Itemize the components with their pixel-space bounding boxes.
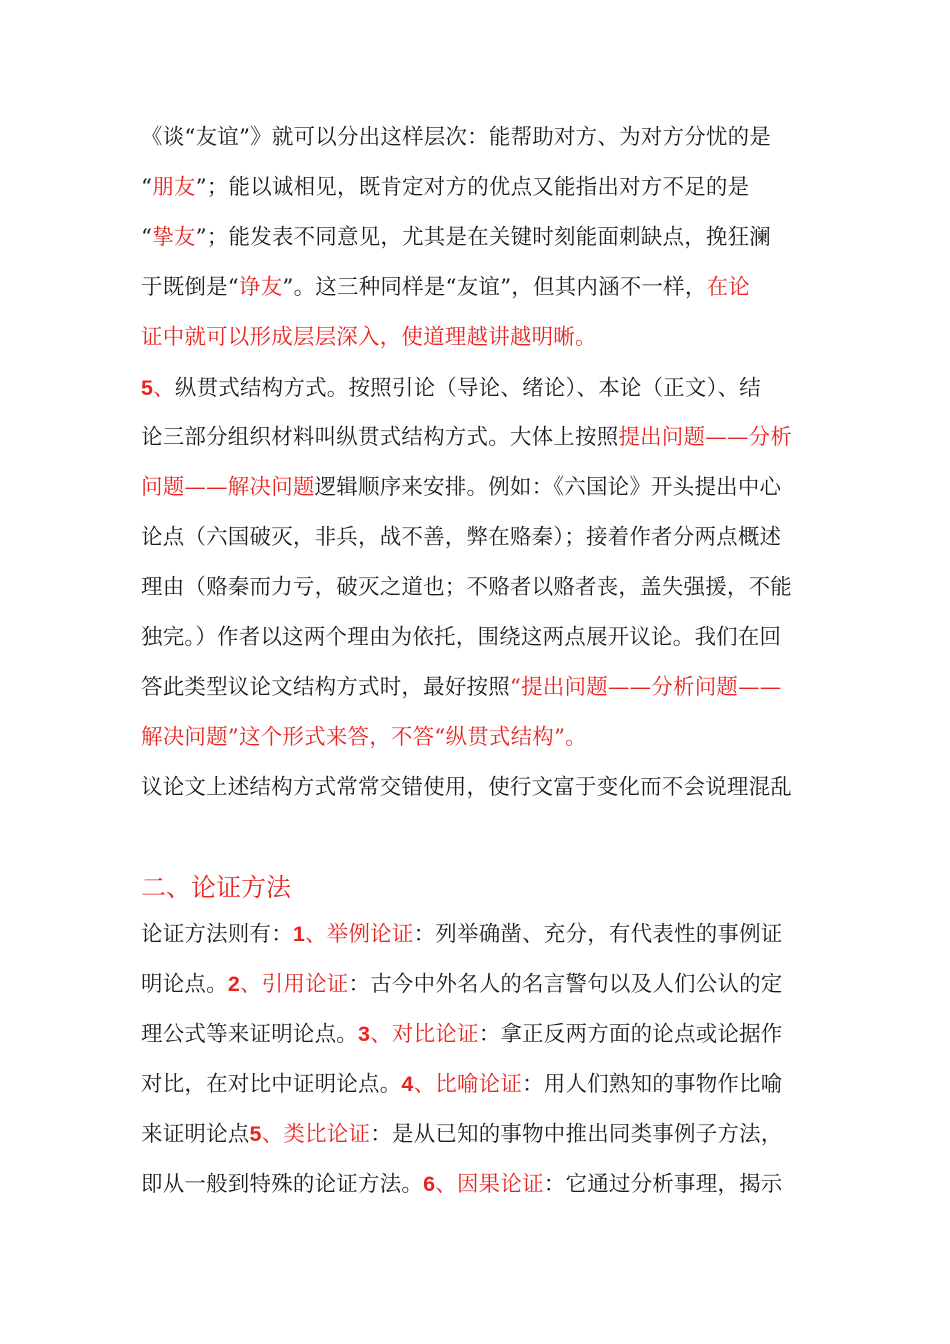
method-name: 、比喻论证 bbox=[413, 1072, 523, 1097]
highlight-term: 朋友 bbox=[152, 175, 196, 200]
highlight-text: 在论 bbox=[706, 275, 750, 300]
highlight-term: 挚友 bbox=[152, 225, 196, 250]
text-line bbox=[141, 468, 831, 508]
line-text: 来证明论点 bbox=[141, 1122, 250, 1147]
item-number: 5 bbox=[249, 1122, 262, 1146]
text-line bbox=[141, 168, 831, 208]
line-text: 独完。）作者以这两个理由为依托，围绕这两点展开议论。我们在回 bbox=[141, 625, 782, 650]
line-text: 逻辑顺序来安排。例如：《六国论》开头提出中心 bbox=[314, 475, 782, 500]
line-text: “ bbox=[141, 225, 153, 250]
text-line bbox=[141, 668, 831, 708]
line-text: 于既倒是“ bbox=[141, 275, 239, 300]
item-number: 2 bbox=[227, 972, 240, 996]
highlight-text: 问题——解决问题 bbox=[141, 475, 315, 500]
line-text: 论证方法则有： bbox=[141, 922, 293, 947]
line-text: 论三部分组织材料叫纵贯式结构方式。大体上按照 bbox=[141, 425, 619, 450]
text-line bbox=[141, 964, 831, 1004]
highlight-text: 提出问题——分析 bbox=[618, 425, 793, 450]
text-line bbox=[141, 1014, 831, 1054]
line-text: ：是从已知的事物中推出同类事例子方法， bbox=[370, 1122, 783, 1147]
line-text: 《谈“友谊”》就可以分出这样层次：能帮助对方、为对方分忧的是 bbox=[141, 125, 771, 150]
line-text: 理公式等来证明论点。 bbox=[141, 1022, 359, 1047]
text-line bbox=[141, 718, 831, 758]
item-separator: 、 bbox=[153, 376, 175, 401]
line-text: ：古今中外名人的名言警句以及人们公认的定 bbox=[348, 972, 783, 997]
text-line bbox=[141, 418, 831, 458]
item-number: 5 bbox=[141, 376, 154, 400]
text-line bbox=[141, 118, 831, 158]
item-number: 1 bbox=[292, 922, 306, 946]
text-line bbox=[141, 618, 831, 658]
item-number: 6 bbox=[423, 1172, 436, 1196]
text-line bbox=[141, 318, 831, 358]
line-text: ：它通过分析事理，揭示 bbox=[543, 1172, 783, 1197]
line-text: 议论文上述结构方式常常交错使用，使行文富于变化而不会说理混乱 bbox=[141, 775, 793, 800]
text-line bbox=[141, 368, 831, 408]
highlight-term: 诤友 bbox=[239, 275, 283, 300]
line-text: ：列举确凿、充分，有代表性的事例证 bbox=[413, 922, 783, 947]
line-text: 即从一般到特殊的论证方法。 bbox=[141, 1172, 424, 1197]
line-text: 纵贯式结构方式。按照引论（导论、绪论）、本论（正文）、结 bbox=[174, 376, 761, 401]
text-line bbox=[141, 518, 831, 558]
method-name: 、类比论证 bbox=[261, 1122, 371, 1147]
text-line bbox=[141, 914, 831, 954]
line-text: ”；能发表不同意见，尤其是在关键时刻能面刺缺点，挽狂澜 bbox=[195, 225, 772, 250]
method-name: 、引用论证 bbox=[239, 972, 349, 997]
line-text: 答此类型议论文结构方式时，最好按照 bbox=[141, 675, 510, 700]
method-name: 、举例论证 bbox=[305, 922, 414, 947]
line-text: 理由（赂秦而力亏，破灭之道也；不赂者以赂者丧，盖失强援，不能 bbox=[141, 575, 793, 600]
text-line bbox=[141, 768, 831, 808]
line-text: 明论点。 bbox=[141, 972, 228, 997]
highlight-text: 证中就可以形成层层深入，使道理越讲越明晰。 bbox=[141, 325, 597, 350]
text-line bbox=[141, 1064, 831, 1104]
line-text: ”；能以诚相见，既肯定对方的优点又能指出对方不足的是 bbox=[195, 175, 750, 200]
method-name: 、因果论证 bbox=[435, 1172, 544, 1197]
text-line bbox=[141, 218, 831, 258]
line-text: ：用人们熟知的事物作比喻 bbox=[522, 1072, 783, 1097]
text-line bbox=[141, 1114, 831, 1154]
method-name: 、对比论证 bbox=[370, 1022, 479, 1047]
text-line bbox=[141, 568, 831, 608]
item-number: 4 bbox=[401, 1072, 414, 1096]
line-text: 对比，在对比中证明论点。 bbox=[141, 1072, 402, 1097]
item-number: 3 bbox=[358, 1022, 371, 1046]
highlight-text: “提出问题——分析问题—— bbox=[509, 675, 782, 700]
line-text: ”。这三种同样是“友谊”，但其内涵不一样， bbox=[282, 275, 707, 300]
text-line bbox=[141, 1164, 831, 1204]
line-text: “ bbox=[141, 175, 153, 200]
highlight-text: 解决问题”这个形式来答，不答“纵贯式结构”。 bbox=[141, 725, 587, 750]
line-text: ：拿正反两方面的论点或论据作 bbox=[478, 1022, 783, 1047]
text-line bbox=[141, 268, 831, 308]
section-heading: 二、论证方法 bbox=[141, 873, 292, 902]
line-text: 论点（六国破灭，非兵，战不善，弊在赂秦）；接着作者分两点概述 bbox=[141, 525, 782, 550]
